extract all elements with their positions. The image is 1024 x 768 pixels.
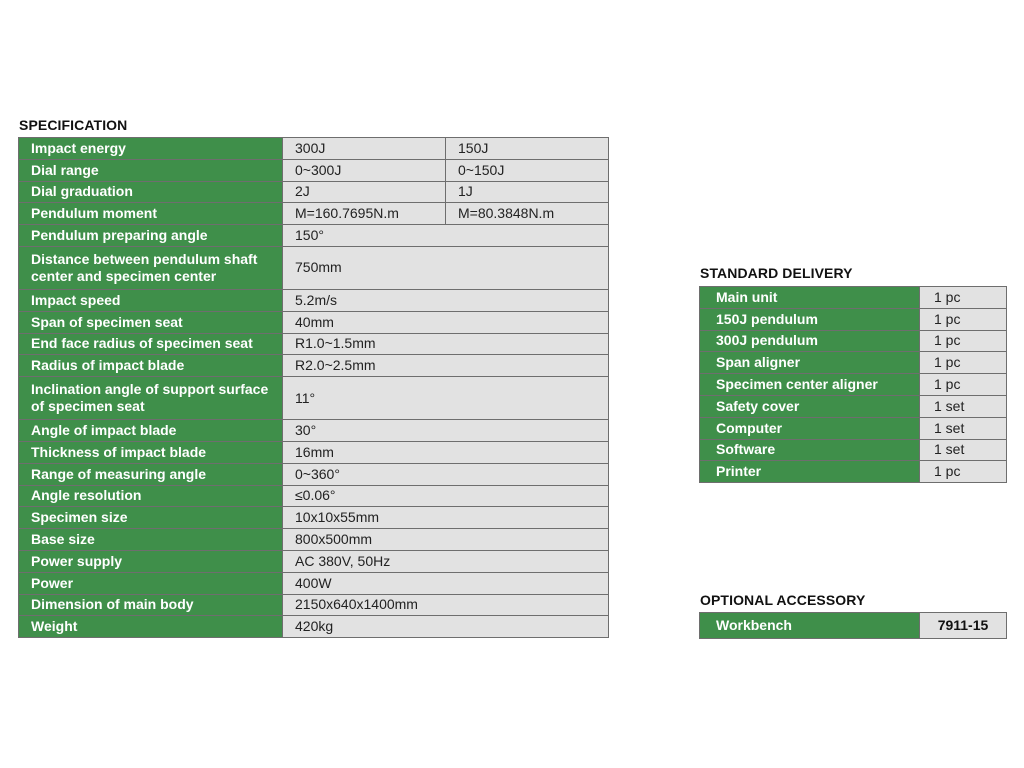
delivery-row xyxy=(700,461,1007,483)
delivery-item: Printer xyxy=(700,461,920,483)
accessory-code: 7911-15 xyxy=(920,613,1007,639)
delivery-item: Specimen center aligner xyxy=(700,374,920,396)
spec-value-300j: 0~300J xyxy=(283,159,446,181)
delivery-row xyxy=(700,417,1007,439)
delivery-qty: 1 pc xyxy=(920,461,1007,483)
spec-value: 800x500mm xyxy=(283,529,609,551)
spec-label: Pendulum moment xyxy=(19,203,283,225)
delivery-item: Safety cover xyxy=(700,395,920,417)
spec-value: 10x10x55mm xyxy=(283,507,609,529)
spec-value: 16mm xyxy=(283,441,609,463)
spec-row xyxy=(19,420,609,442)
delivery-qty: 1 pc xyxy=(920,287,1007,309)
delivery-item: Software xyxy=(700,439,920,461)
spec-row xyxy=(19,507,609,529)
spec-value: 420kg xyxy=(283,616,609,638)
spec-value: 750mm xyxy=(283,246,609,289)
spec-value: 400W xyxy=(283,572,609,594)
spec-label: Power supply xyxy=(19,550,283,572)
optional-accessory-table xyxy=(699,612,1007,639)
delivery-row xyxy=(700,352,1007,374)
spec-value: 11° xyxy=(283,377,609,420)
delivery-item: 300J pendulum xyxy=(700,330,920,352)
spec-label: Inclination angle of support surface of specimen seat xyxy=(19,377,283,420)
spec-value-150j: 1J xyxy=(446,181,609,203)
spec-row xyxy=(19,463,609,485)
delivery-row xyxy=(700,287,1007,309)
spec-label: Angle resolution xyxy=(19,485,283,507)
spec-row xyxy=(19,485,609,507)
spec-row xyxy=(19,311,609,333)
spec-row xyxy=(19,159,609,181)
spec-label: Pendulum preparing angle xyxy=(19,225,283,247)
delivery-qty: 1 pc xyxy=(920,308,1007,330)
specification-heading: SPECIFICATION xyxy=(19,117,128,133)
spec-value-300j: 300J xyxy=(283,138,446,160)
spec-value: 40mm xyxy=(283,311,609,333)
spec-row xyxy=(19,225,609,247)
delivery-row xyxy=(700,308,1007,330)
spec-label: Impact energy xyxy=(19,138,283,160)
spec-label: Impact speed xyxy=(19,289,283,311)
spec-value: 0~360° xyxy=(283,463,609,485)
spec-label: Dial graduation xyxy=(19,181,283,203)
delivery-row xyxy=(700,374,1007,396)
spec-label: Base size xyxy=(19,529,283,551)
spec-row xyxy=(19,203,609,225)
delivery-item: Main unit xyxy=(700,287,920,309)
spec-row xyxy=(19,550,609,572)
standard-delivery-heading: STANDARD DELIVERY xyxy=(700,265,853,281)
spec-value: 150° xyxy=(283,225,609,247)
delivery-row xyxy=(700,395,1007,417)
spec-row xyxy=(19,594,609,616)
spec-row xyxy=(19,572,609,594)
delivery-qty: 1 pc xyxy=(920,374,1007,396)
standard-delivery-table xyxy=(699,286,1007,483)
spec-value-150j: 0~150J xyxy=(446,159,609,181)
spec-row xyxy=(19,529,609,551)
spec-value-300j: 2J xyxy=(283,181,446,203)
delivery-item: Computer xyxy=(700,417,920,439)
spec-value: R1.0~1.5mm xyxy=(283,333,609,355)
spec-label: Dial range xyxy=(19,159,283,181)
accessory-item: Workbench xyxy=(700,613,920,639)
spec-label: Dimension of main body xyxy=(19,594,283,616)
spec-label: Range of measuring angle xyxy=(19,463,283,485)
spec-label: Power xyxy=(19,572,283,594)
spec-label: Distance between pendulum shaft center and specimen center xyxy=(19,246,283,289)
spec-value: 2150x640x1400mm xyxy=(283,594,609,616)
spec-label: Span of specimen seat xyxy=(19,311,283,333)
spec-row xyxy=(19,138,609,160)
optional-accessory-heading: OPTIONAL ACCESSORY xyxy=(700,592,866,608)
delivery-item: 150J pendulum xyxy=(700,308,920,330)
spec-value-150j: M=80.3848N.m xyxy=(446,203,609,225)
spec-row xyxy=(19,616,609,638)
spec-value: 30° xyxy=(283,420,609,442)
spec-label: Specimen size xyxy=(19,507,283,529)
spec-row xyxy=(19,246,609,289)
spec-value: 5.2m/s xyxy=(283,289,609,311)
delivery-qty: 1 set xyxy=(920,439,1007,461)
spec-label: Weight xyxy=(19,616,283,638)
delivery-row xyxy=(700,330,1007,352)
delivery-qty: 1 set xyxy=(920,417,1007,439)
spec-row xyxy=(19,333,609,355)
spec-row xyxy=(19,289,609,311)
delivery-qty: 1 pc xyxy=(920,330,1007,352)
spec-label: End face radius of specimen seat xyxy=(19,333,283,355)
spec-row xyxy=(19,181,609,203)
spec-row xyxy=(19,441,609,463)
accessory-row xyxy=(700,613,1007,639)
delivery-item: Span aligner xyxy=(700,352,920,374)
spec-value: ≤0.06° xyxy=(283,485,609,507)
spec-value: R2.0~2.5mm xyxy=(283,355,609,377)
spec-value-150j: 150J xyxy=(446,138,609,160)
delivery-qty: 1 pc xyxy=(920,352,1007,374)
specification-table xyxy=(18,137,609,638)
spec-row xyxy=(19,355,609,377)
spec-label: Thickness of impact blade xyxy=(19,441,283,463)
delivery-row xyxy=(700,439,1007,461)
spec-label: Radius of impact blade xyxy=(19,355,283,377)
spec-value: AC 380V, 50Hz xyxy=(283,550,609,572)
spec-value-300j: M=160.7695N.m xyxy=(283,203,446,225)
spec-row xyxy=(19,377,609,420)
spec-label: Angle of impact blade xyxy=(19,420,283,442)
delivery-qty: 1 set xyxy=(920,395,1007,417)
